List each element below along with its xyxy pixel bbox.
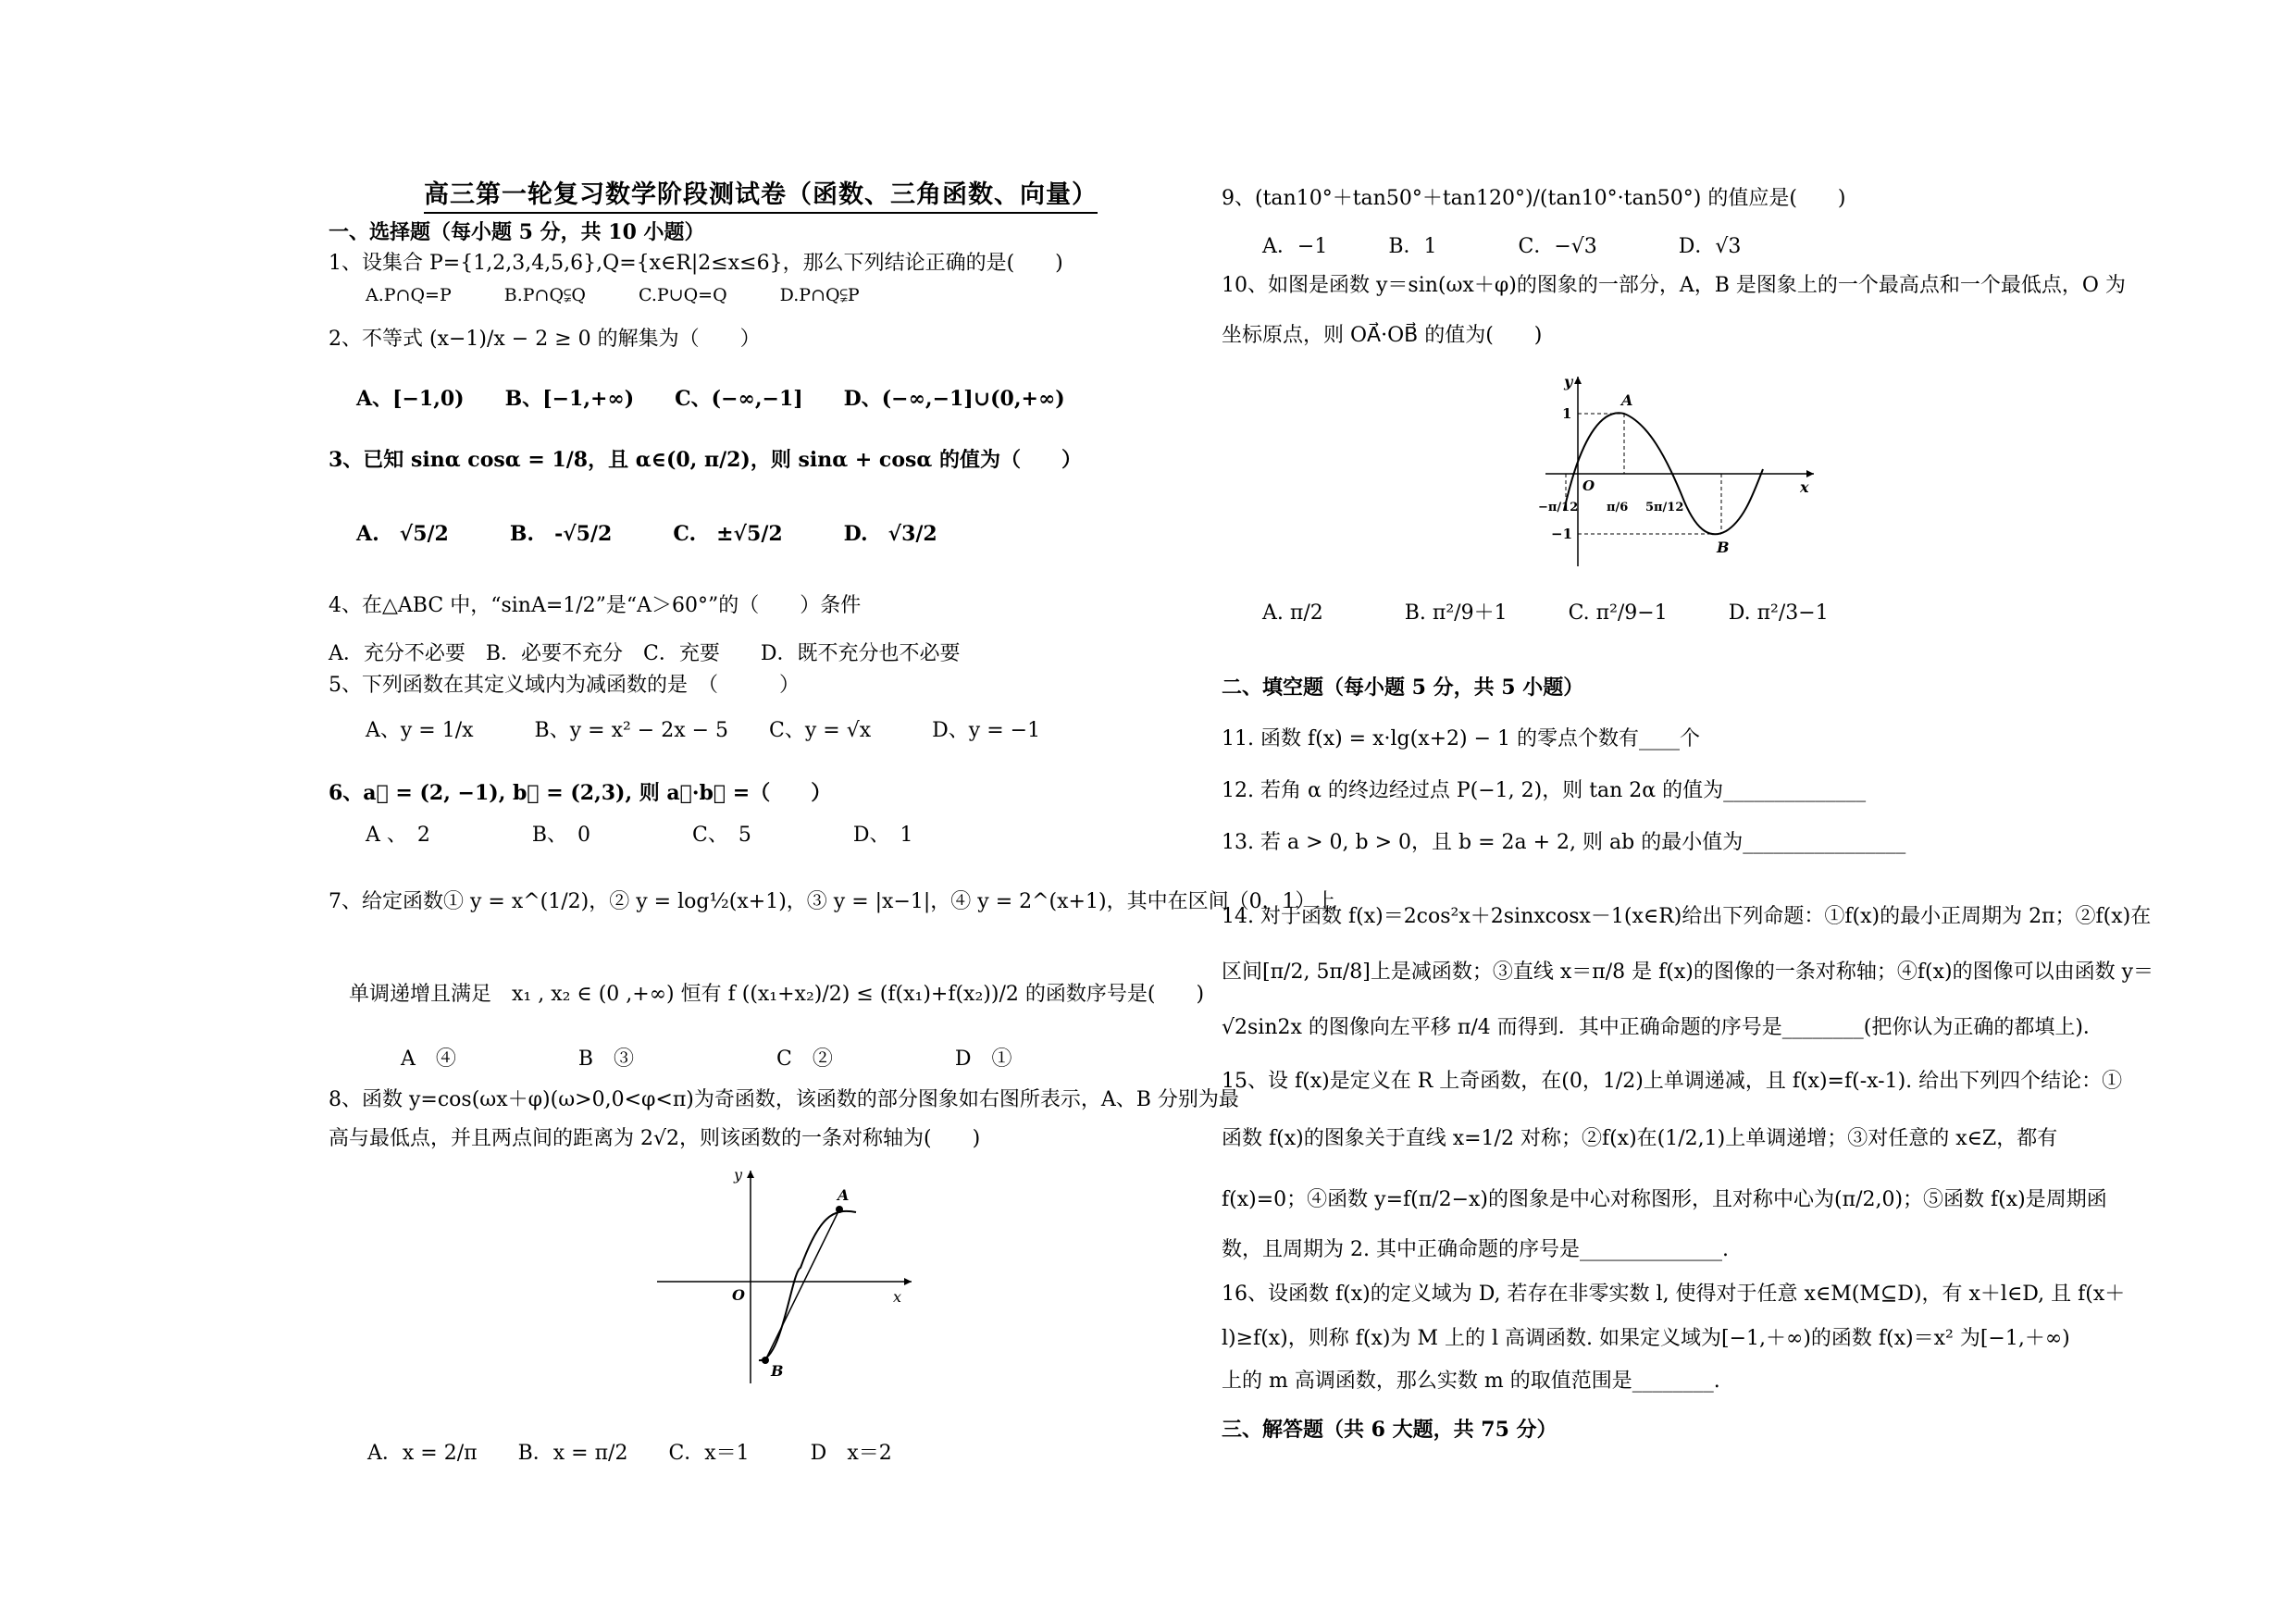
question-12: 12. 若角 α 的终边经过点 P(−1, 2)，则 tan 2α 的值为______________ [1222, 779, 1867, 802]
question-1: 1、设集合 P={1,2,3,4,5,6},Q={x∈R|2≤x≤6}，那么下列结论正确的是( ) [329, 252, 1063, 275]
question-15-line-3: f(x)=0；④函数 y=f(π/2−x)的图象是中心对称图形，且对称中心为(π/2,0)；⑤函数 f(x)是周期函 [1222, 1188, 2107, 1211]
question-5: 5、下列函数在其定义域内为减函数的是 （ ） [329, 674, 800, 697]
question-10: 10、如图是函数 y＝sin(ωx＋φ)的图象的一部分，A，B 是图象上的一个最高点和一个最低点，O 为 [1222, 274, 2126, 297]
fig10-tick-1: 1 [1562, 405, 1572, 422]
question-7-line-2: 单调递增且满足 x₁ , x₂ ∈ (0 ,+∞) 恒有 f ((x₁+x₂)/2) ≤ (f(x₁)+f(x₂))/2 的函数序号是( ) [349, 983, 1205, 1006]
fig8-axis-x: x [893, 1288, 902, 1306]
question-16: 16、设函数 f(x)的定义域为 D, 若存在非零实数 l, 使得对于任意 x∈M(M⊆D)，有 x＋l∈D, 且 f(x＋ [1222, 1283, 2126, 1306]
question-9: 9、(tan10°＋tan50°＋tan120°)/(tan10°·tan50°) 的值应是( ) [1222, 187, 1846, 210]
question-7: 7、给定函数① y = x^(1/2)，② y = log½(x+1)，③ y = |x−1|，④ y = 2^(x+1)，其中在区间（0，1）上 [329, 890, 1336, 913]
section-choice-heading: 一、选择题（每小题 5 分，共 10 小题） [329, 220, 705, 244]
fig10-label-O: O [1582, 477, 1595, 494]
question-11: 11. 函数 f(x) = x·lg(x+2) − 1 的零点个数有____个 [1222, 727, 1701, 750]
question-2-options: A、[−1,0) B、[−1,+∞) C、(−∞,−1] D、(−∞,−1]∪(0,+∞) [356, 387, 1065, 411]
question-15-line-4: 数，且周期为 2. 其中正确命题的序号是______________. [1222, 1238, 1729, 1261]
question-3: 3、已知 sinα cosα = 1/8，且 α∈(0, π/2)，则 sinα + cosα 的值为（ ） [329, 448, 1082, 472]
fig10-tick-neg-pi12: −π/12 [1538, 501, 1579, 514]
fig8-label-A: A [838, 1186, 850, 1204]
question-6: 6、a⃗ = (2, −1), b⃗ = (2,3), 则 a⃗·b⃗ =（ ） [329, 781, 832, 805]
section-answer-heading: 三、解答题（共 6 大题，共 75 分） [1222, 1418, 1558, 1442]
question-15-line-2: 函数 f(x)的图象关于直线 x=1/2 对称；②f(x)在(1/2,1)上单调递增；③对任意的 x∈Z，都有 [1222, 1127, 2058, 1150]
question-14-line-3: √2sin2x 的图像向左平移 π/4 而得到．其中正确命题的序号是________(把你认为正确的都填上)． [1222, 1016, 2104, 1039]
question-13: 13. 若 a > 0, b > 0，且 b = 2a + 2, 则 ab 的最小值为________________ [1222, 831, 1906, 854]
section-fill-heading: 二、填空题（每小题 5 分，共 5 小题） [1222, 676, 1584, 700]
question-16-line-2: l)≥f(x)，则称 f(x)为 M 上的 l 高调函数. 如果定义域为[−1,＋∞)的函数 f(x)＝x² 为[−1,＋∞) [1222, 1327, 2070, 1350]
question-3-options: A. √5/2 B. -√5/2 C. ±√5/2 D. √3/2 [356, 522, 937, 546]
fig8-axis-y: y [734, 1166, 743, 1184]
question-15: 15、设 f(x)是定义在 R 上奇函数，在(0，1/2)上单调递减，且 f(x)=f(-x-1). 给出下列四个结论：① [1222, 1070, 2123, 1093]
fig10-axis-x: x [1800, 478, 1809, 496]
fig8-label-B: B [771, 1362, 784, 1380]
question-1-options: A.P∩Q=P B.P∩Q⫋Q C.P∪Q=Q D.P∩Q⫋P [366, 285, 860, 305]
fig8-label-O: O [732, 1286, 745, 1304]
question-5-options: A、y = 1/x B、y = x² − 2x − 5 C、y = √x D、y = −1 [366, 719, 1041, 742]
question-10-line-2: 坐标原点，则 OA⃗·OB⃗ 的值为( ) [1222, 324, 1543, 347]
question-9-options: A．−1 B．1 C．−√3 D．√3 [1262, 235, 1742, 258]
fig10-axis-y: y [1564, 373, 1573, 391]
question-4-options: A．充分不必要 B．必要不充分 C．充要 D．既不充分也不必要 [329, 642, 961, 665]
fig10-tick-minus1: −1 [1551, 526, 1573, 542]
question-14: 14. 对于函数 f(x)＝2cos²x＋2sinxcosx－1(x∈R)给出下列命题：①f(x)的最小正周期为 2π；②f(x)在 [1222, 905, 2152, 928]
question-10-graph [1536, 372, 1832, 566]
fig10-label-A: A [1621, 391, 1633, 409]
fig10-tick-5pi12: 5π/12 [1645, 501, 1684, 514]
question-8-line-2: 高与最低点，并且两点间的距离为 2√2，则该函数的一条对称轴为( ) [329, 1127, 981, 1150]
question-8-graph [643, 1161, 921, 1393]
exam-title: 高三第一轮复习数学阶段测试卷（函数、三角函数、向量） [424, 174, 1098, 214]
question-4: 4、在△ABC 中，“sinA=1/2”是“A＞60°”的（ ）条件 [329, 594, 862, 617]
question-8-options: A．x = 2/π B．x = π/2 C．x＝1 D x＝2 [367, 1442, 892, 1465]
question-7-options: A ④ B ③ C ② D ① [401, 1048, 1012, 1071]
question-10-options: A. π/2 B. π²/9＋1 C. π²/9−1 D. π²/3−1 [1262, 601, 1829, 625]
question-16-line-3: 上的 m 高调函数，那么实数 m 的取值范围是________. [1222, 1370, 1720, 1393]
question-2: 2、不等式 (x−1)/x − 2 ≥ 0 的解集为（ ） [329, 328, 761, 351]
question-14-line-2: 区间[π/2, 5π/8]上是减函数；③直线 x＝π/8 是 f(x)的图像的一条对称轴；④f(x)的图像可以由函数 y＝ [1222, 961, 2153, 984]
fig10-label-B: B [1717, 539, 1730, 556]
fig10-tick-pi6: π/6 [1607, 501, 1629, 514]
question-6-options: A 、 2 B、 0 C、 5 D、 1 [366, 824, 913, 847]
question-8: 8、函数 y=cos(ωx＋φ)(ω>0,0<φ<π)为奇函数，该函数的部分图象如右图所表示，A、B 分别为最 [329, 1088, 1239, 1111]
